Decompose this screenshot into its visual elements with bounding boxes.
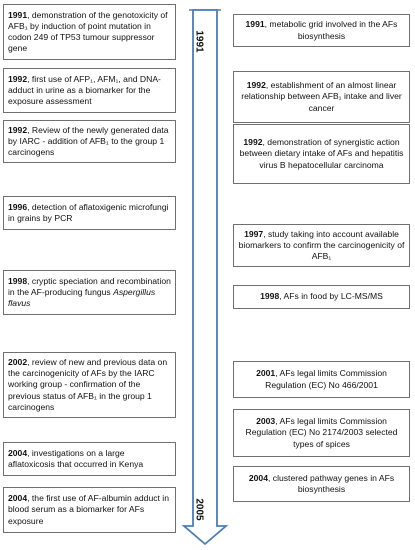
left-event-2004-kenya bbox=[3, 442, 176, 476]
event-year: 2004 bbox=[8, 447, 28, 458]
event-year: 2002 bbox=[8, 356, 28, 367]
event-text: , AFs legal limits Commission Regulation (EC) No 2174/2003 selected types of spices bbox=[245, 416, 398, 449]
event-text: , first use of AFP₁, AFM₁, and DNA-adduct in urine as a biomarker for the exposure assessment bbox=[8, 73, 161, 107]
event-text: , metabolic grid involved in the AFs biosynthesis bbox=[264, 19, 398, 41]
event-year: 1992 bbox=[8, 124, 28, 135]
event-year: 2001 bbox=[256, 368, 276, 379]
right-event-2003 bbox=[233, 409, 410, 457]
event-text: , cryptic speciation and recombination in the AF-producing fungus bbox=[8, 275, 171, 297]
event-species: Aspergillus flavus bbox=[8, 286, 156, 309]
left-event-1992-iarc bbox=[3, 120, 176, 163]
event-text: , review of new and previous data on the carcinogenicity of AFs by the IARC working group - confirmation of the previous status of AFB₁ in the group 1 carcinogens bbox=[8, 356, 168, 412]
event-year: 1991 bbox=[8, 9, 28, 20]
right-event-1998 bbox=[233, 285, 410, 309]
left-event-2004-albumin bbox=[3, 487, 176, 533]
event-text: , demonstration of synergistic action between dietary intake of AFs and hepatitis virus B hepatocellular carcinoma bbox=[239, 137, 404, 170]
event-text: , demonstration of the genotoxicity of AFB₁ by induction of point mutation in codon 249 of TP53 tumour suppressor gene bbox=[8, 9, 168, 54]
left-event-1998 bbox=[3, 270, 176, 315]
event-text: , AFs in food by LC-MS/MS bbox=[279, 291, 383, 302]
event-year: 1992 bbox=[243, 137, 263, 148]
event-text: , detection of aflatoxigenic microfungi in grains by PCR bbox=[8, 201, 169, 223]
right-event-2001 bbox=[233, 361, 410, 398]
left-event-2002 bbox=[3, 352, 176, 418]
event-text: , AFs legal limits Commission Regulation (EC) No 466/2001 bbox=[265, 368, 387, 390]
right-event-1992-synergistic bbox=[233, 124, 410, 184]
timeline-end-year: 2005 bbox=[193, 498, 205, 521]
event-year: 1998 bbox=[8, 275, 28, 286]
right-event-2004 bbox=[233, 466, 410, 502]
left-event-1992-biomarker bbox=[3, 68, 176, 113]
event-year: 1997 bbox=[244, 228, 264, 239]
event-year: 1998 bbox=[260, 291, 280, 302]
event-year: 1991 bbox=[245, 19, 265, 30]
event-text: , study taking into account available biomarkers to confirm the carcinogenicity of AFB₁ bbox=[238, 228, 405, 262]
event-year: 1992 bbox=[8, 73, 28, 84]
event-year: 2003 bbox=[256, 416, 276, 427]
event-text: , establishment of an almost linear relationship between AFB₁ intake and liver cancer bbox=[241, 80, 402, 113]
event-year: 1992 bbox=[246, 80, 266, 91]
event-text: , Review of the newly generated data by IARC - addition of AFB₁ to the group 1 carcinogens bbox=[8, 124, 169, 158]
right-event-1997 bbox=[233, 224, 410, 267]
event-text: , investigations on a large aflatoxicosis that occurred in Kenya bbox=[8, 447, 144, 469]
event-text: , clustered pathway genes in AFs biosynthesis bbox=[268, 472, 395, 494]
right-event-1992-linear bbox=[233, 71, 410, 123]
event-year: 2004 bbox=[248, 472, 268, 483]
event-year: 2004 bbox=[8, 493, 28, 504]
left-event-1991 bbox=[3, 4, 176, 60]
timeline-start-year: 1991 bbox=[193, 30, 205, 53]
right-event-1991 bbox=[233, 14, 410, 47]
event-year: 1996 bbox=[8, 201, 28, 212]
left-event-1996 bbox=[3, 196, 176, 230]
event-text: , the first use of AF-albumin adduct in blood serum as a biomarker for AFs exposure bbox=[8, 493, 169, 526]
